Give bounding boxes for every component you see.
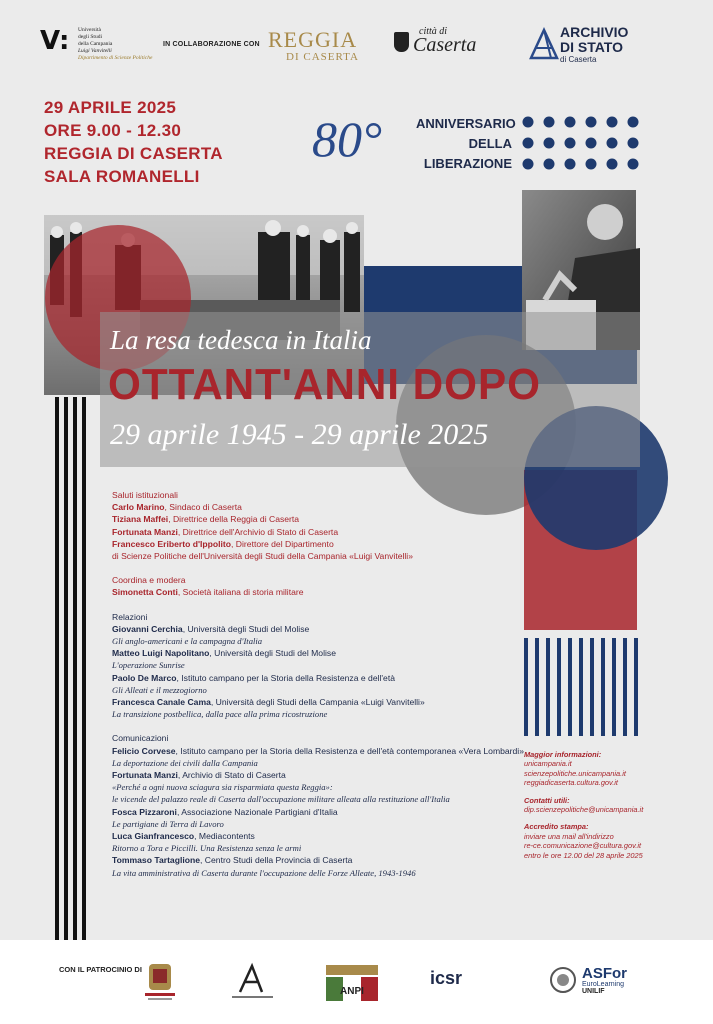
relazioni-heading: Relazioni [112,611,148,622]
crest-logo-icon [145,960,175,1002]
reggia-logo: REGGIA [268,27,358,52]
talk-title: le vicende del palazzo reale di Caserta dall'occupazione militare alleata alla restituzione all'Italia [112,794,450,805]
info-label: Accredito stampa: [524,822,589,832]
info-link[interactable]: unicampania.it [524,759,572,769]
press-line: inviare una mail all'indirizzo [524,831,614,841]
university-line: degli Studi [78,34,102,40]
citta-line1: città di [419,26,448,37]
event-room: SALA ROMANELLI [44,167,200,186]
contact-email[interactable]: dip.scienzepolitiche@unicampania.it [524,805,644,815]
info-link[interactable]: scienzepolitiche.unicampania.it [524,768,626,778]
asfor-sub-text: EuroLearning [582,981,625,988]
talk-title: La transizione postbellica, dalla pace alla prima ricostruzione [112,709,328,720]
citta-line2: Caserta [413,34,477,56]
date-range: 29 aprile 1945 - 29 aprile 2025 [110,418,489,451]
comunicazione-item: Luca Gianfrancesco, Mediacontents [112,831,255,842]
comunicazione-item: Fortunata Manzi, Archivio di Stato di Caserta [112,770,286,781]
anniversary-line: LIBERAZIONE [423,156,512,171]
relazione-item: Paolo De Marco, Istituto campano per la Storia della Resistenza e dell'età [112,672,395,683]
anpi-logo-icon [326,965,378,1003]
archivio-line: di Caserta [560,55,597,64]
patrocinio-label: CON IL PATROCINIO DI [59,965,142,974]
comunicazione-item: Fosca Pizzaroni, Associazione Nazionale Partigiani d'Italia [112,806,338,817]
press-email[interactable]: re-ce.comunicazione@cultura.gov.it [524,841,642,851]
program [112,489,524,879]
coord-item: Simonetta Conti, Società italiana di storia militare [112,587,304,598]
main-title: OTTANT'ANNI DOPO [108,360,541,409]
relazione-item: Giovanni Cerchia, Università degli Studi del Molise [112,623,310,634]
comunicazione-item: Tommaso Tartaglione, Centro Studi della Provincia di Caserta [112,855,353,866]
archivio-line: ARCHIVIO [560,24,629,40]
talk-title: Gli anglo-americani e la campagna d'Italia [112,636,263,647]
subtitle: La resa tedesca in Italia [110,325,372,355]
university-line: della Campania [78,41,113,47]
saluti-item: Francesco Eriberto d'Ippolito, Direttore del Dipartimento [112,538,334,549]
asfor-text: ASFor [582,965,627,982]
comunicazione-item: Felicio Corvese, Istituto campano per la Storia della Resistenza e dell'età contemporanea «Vera Lombardi» [112,745,524,756]
saluti-item: Fortunata Manzi, Direttrice dell'Archivio di Stato di Caserta [112,526,339,537]
saluti-continuation: di Scienze Politiche dell'Università degli Studi della Campania «Luigi Vanvitelli» [112,551,413,562]
anpi-text: ANPI [340,986,364,997]
right-stripes [524,638,638,736]
relazione-item: Francesca Canale Cama, Università degli Studi della Campania «Luigi Vanvitelli» [112,697,425,708]
talk-title: «Perché a ogni nuova sciagura sia risparmiata questa Reggia»: [112,782,333,793]
saluti-item: Carlo Marino, Sindaco di Caserta [112,502,242,513]
reggia-logo-sub: DI CASERTA [286,51,359,63]
anniversary-line: DELLA [468,136,512,151]
talk-title: Gli Alleati e il mezzogiorno [112,684,207,695]
unilif-text: UNILIF [582,988,605,995]
info-box [524,750,674,860]
left-stripes [55,397,86,940]
icsr-logo [430,968,490,989]
talk-title: Ritorno a Tora e Piccilli. Una Resistenza senza le armi [112,843,302,854]
stylized-a-logo-icon [230,962,275,1002]
university-line: Università [78,27,101,33]
asfor-logo [582,966,642,995]
anniversary-line: ANNIVERSARIO [416,116,516,131]
archivio-line: DI STATO [560,39,623,55]
talk-title: L'operazione Sunrise [112,660,185,671]
info-label: Contatti utili: [524,795,570,805]
press-line: entro le ore 12.00 del 28 aprile 2025 [524,850,643,860]
coord-heading: Coordina e modera [112,575,186,586]
icsr-text: icsr [430,968,463,988]
collaboration-label: IN COLLABORAZIONE CON [163,41,260,48]
round-seal-icon [550,967,576,993]
talk-title: La vita amministrativa di Caserta durante l'occupazione delle Forze Alleate, 1943-1946 [112,867,416,878]
university-logo-mark: V: [40,26,70,56]
event-time: ORE 9.00 - 12.30 [44,121,182,140]
comunicazioni-heading: Comunicazioni [112,733,169,744]
info-link[interactable]: reggiadicaserta.cultura.gov.it [524,778,618,788]
event-place: REGGIA DI CASERTA [44,144,223,163]
talk-title: La deportazione dei civili dalla Campania [112,757,258,768]
relazione-item: Matteo Luigi Napolitano, Università degli Studi del Molise [112,648,336,659]
university-line: Luigi Vanvitelli [78,48,112,54]
anniversary-number: 80° [312,111,382,167]
university-dept: Dipartimento di Scienze Politiche [78,55,153,61]
info-label: Maggior informazioni: [524,750,602,759]
talk-title: Le partigiane di Terra di Lavoro [112,818,224,829]
saluti-item: Tiziana Maffei, Direttrice della Reggia di Caserta [112,514,300,525]
event-date: 29 APRILE 2025 [44,98,177,117]
saluti-heading: Saluti istituzionali [112,490,178,500]
